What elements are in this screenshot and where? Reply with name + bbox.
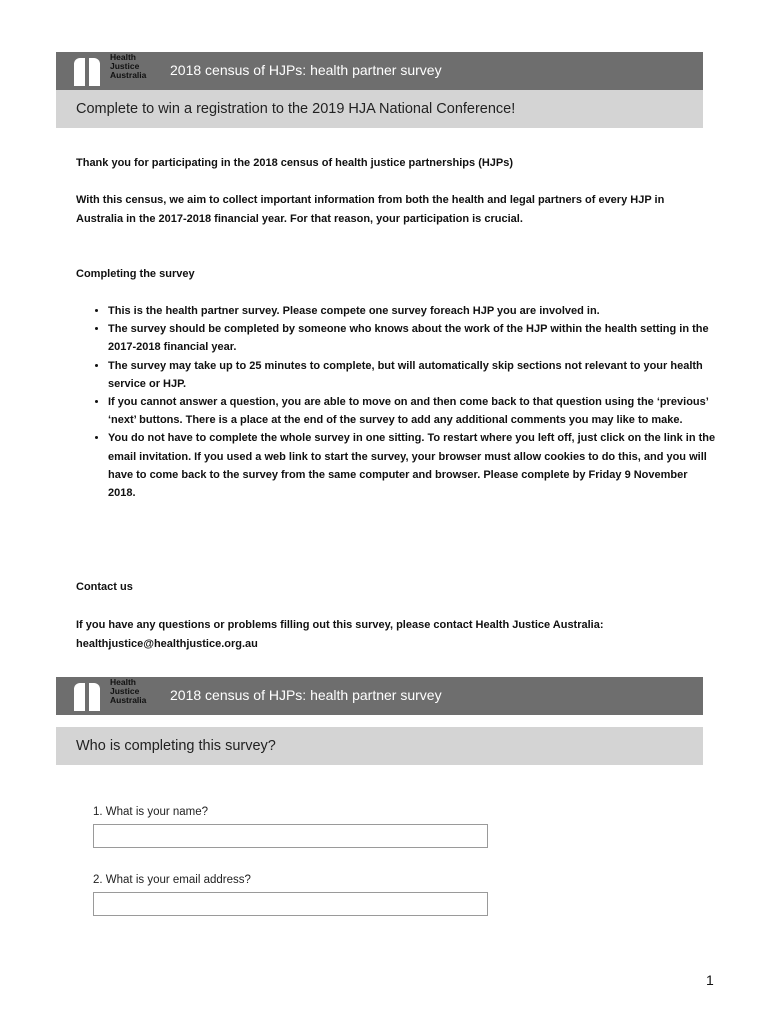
contact-heading: Contact us [76, 581, 133, 593]
list-item: • If you cannot answer a question, you are able to move on and then come back to that question using the ‘previous’ ‘next’ buttons. There is a place at the end of the survey to add any additional comments you may like to make. [108, 393, 718, 429]
thank-you-text: Thank you for participating in the 2018 census of health justice partnerships (HJPs) [76, 157, 514, 169]
aim-text: With this census, we aim to collect important information from both the health and legal partners of every HJP in Australia in the 2017-2018 financial year. For that reason, your participation is crucial. [76, 194, 665, 225]
completing-heading: Completing the survey [76, 268, 195, 280]
hja-logo [72, 54, 162, 88]
email-input[interactable] [93, 892, 488, 916]
list-item: • The survey may take up to 25 minutes to complete, but will automatically skip sections not relevant to your health service or HJP. [108, 357, 718, 393]
list-item: • You do not have to complete the whole survey in one sitting. To restart where you left off, just click on the link in the email invitation. If you used a web link to start the survey, your browser must allow cookies to do this, and you will have to come back to the survey from the same computer and browser. Please complete by Friday 9 November 2018. [108, 429, 718, 502]
section-banner [56, 677, 703, 715]
list-item: • This is the health partner survey. Please compete one survey foreach HJP you are involved in. [108, 302, 718, 320]
page-subtitle-bar [56, 90, 703, 128]
instructions-list [76, 302, 718, 502]
question-email-label: 2. What is your email address? [93, 874, 251, 886]
page-number: 1 [706, 972, 714, 988]
logo-wordmark: Health Justice Australia [110, 677, 147, 705]
question-name-label: 1. What is your name? [93, 806, 209, 818]
logo-wordmark: Health Justice Australia [110, 52, 147, 80]
logo-mark-right [89, 58, 100, 86]
list-item: • The survey should be completed by someone who knows about the work of the HJP within the health setting in the 2017-2018 financial year. [108, 320, 718, 356]
contact-text: If you have any questions or problems filling out this survey, please contact Health Justice Australia: healthjustice@healthjustice.org.au [76, 619, 604, 650]
name-input[interactable] [93, 824, 488, 848]
section-subtitle-bar [56, 727, 703, 765]
survey-title: 2018 census of HJPs: health partner survey [170, 62, 442, 78]
logo-mark-left [74, 58, 85, 86]
hja-logo [72, 679, 162, 713]
survey-title: 2018 census of HJPs: health partner survey [170, 687, 442, 703]
section-subtitle: Who is completing this survey? [76, 738, 276, 754]
logo-mark-right [89, 683, 100, 711]
page-subtitle: Complete to win a registration to the 2019 HJA National Conference! [76, 101, 516, 117]
logo-mark-left [74, 683, 85, 711]
header-banner [56, 52, 703, 90]
